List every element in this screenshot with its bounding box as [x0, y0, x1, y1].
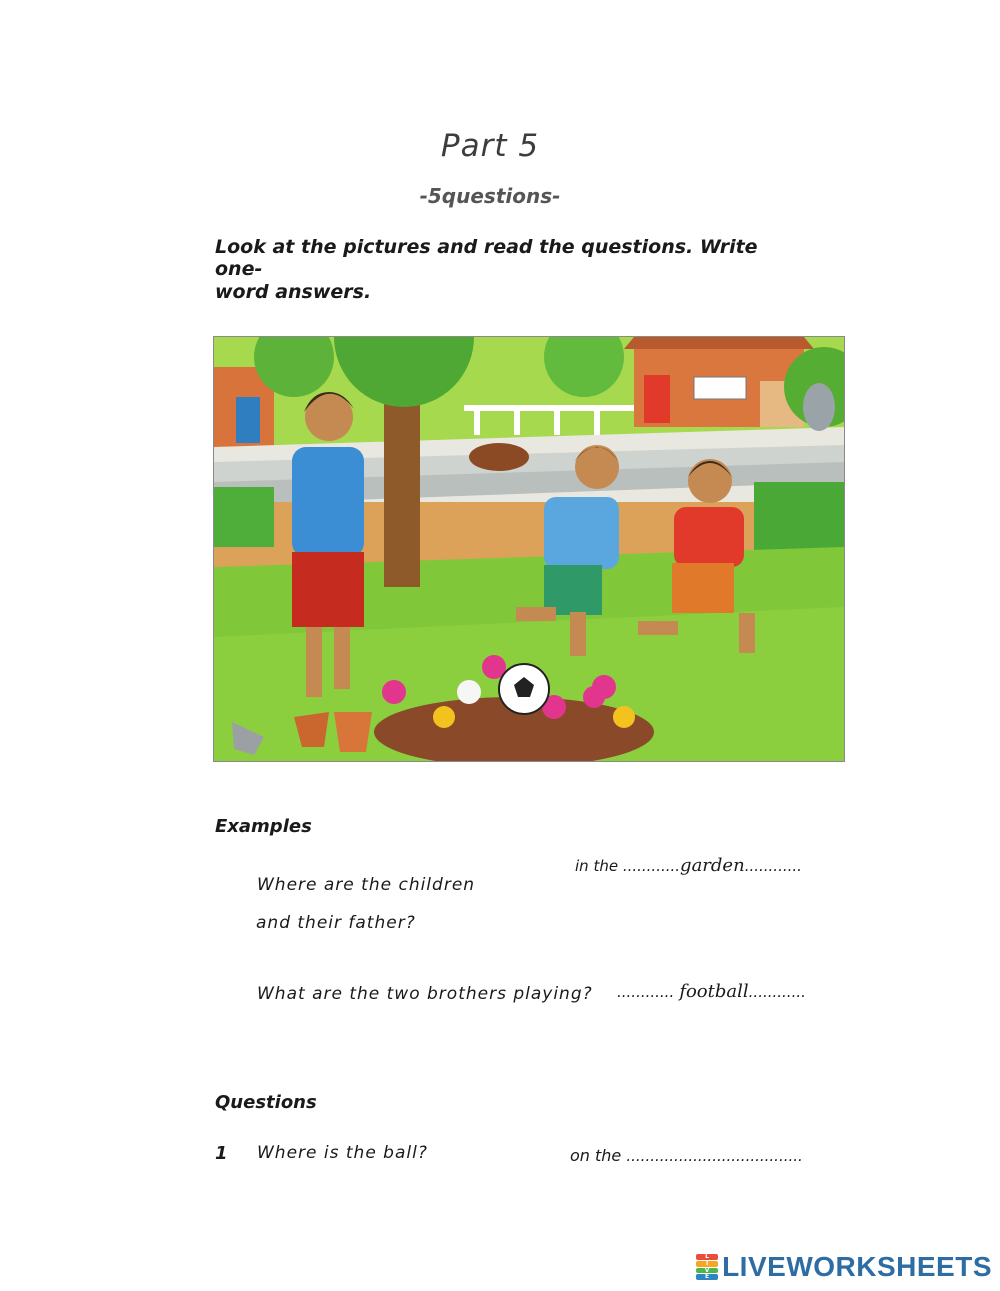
question-1-text: Where is the ball? [257, 1143, 428, 1163]
logo-letter-e: E [696, 1274, 718, 1280]
questions-heading: Questions [215, 1092, 317, 1113]
example-2-answer [617, 981, 806, 1002]
example-2-answer-suffix: ............ [748, 983, 806, 1001]
instructions-line-2: word answers. [215, 281, 372, 303]
logo-letter-i: I [696, 1261, 718, 1267]
example-2-answer-prefix: ............ [617, 983, 675, 1001]
question-1-answer[interactable] [570, 1146, 803, 1165]
example-2-question: What are the two brothers playing? [257, 984, 593, 1004]
question-1-number: 1 [215, 1143, 228, 1164]
examples-heading: Examples [215, 816, 312, 837]
logo-letter-v: V [696, 1268, 718, 1274]
garden-illustration [213, 336, 845, 762]
example-1-answer [575, 855, 802, 876]
example-1-answer-suffix: ............ [744, 857, 802, 875]
example-1-answer-written: garden [680, 855, 745, 876]
flower-pot [334, 712, 372, 752]
example-2-answer-written: football [679, 981, 749, 1002]
pigeon [803, 383, 835, 431]
example-1-question-line-1: Where are the children [257, 875, 476, 895]
question-1-answer-blank[interactable]: ..................................... [626, 1147, 803, 1165]
liveworksheets-icon [696, 1254, 718, 1280]
liveworksheets-text: LIVEWORKSHEETS [722, 1251, 992, 1282]
page-subtitle: -5questions- [419, 184, 561, 208]
cat [469, 443, 529, 471]
question-1-answer-prefix: on the [570, 1146, 622, 1165]
logo-letter-l: L [696, 1254, 718, 1260]
liveworksheets-logo [696, 1251, 992, 1283]
instructions-line-1: Look at the pictures and read the questions. Write one- [215, 236, 758, 280]
page-title: Part 5 [440, 128, 540, 164]
example-1-answer-prefix: in the ............ [575, 857, 681, 875]
example-1-question-line-2: and their father? [256, 913, 416, 933]
